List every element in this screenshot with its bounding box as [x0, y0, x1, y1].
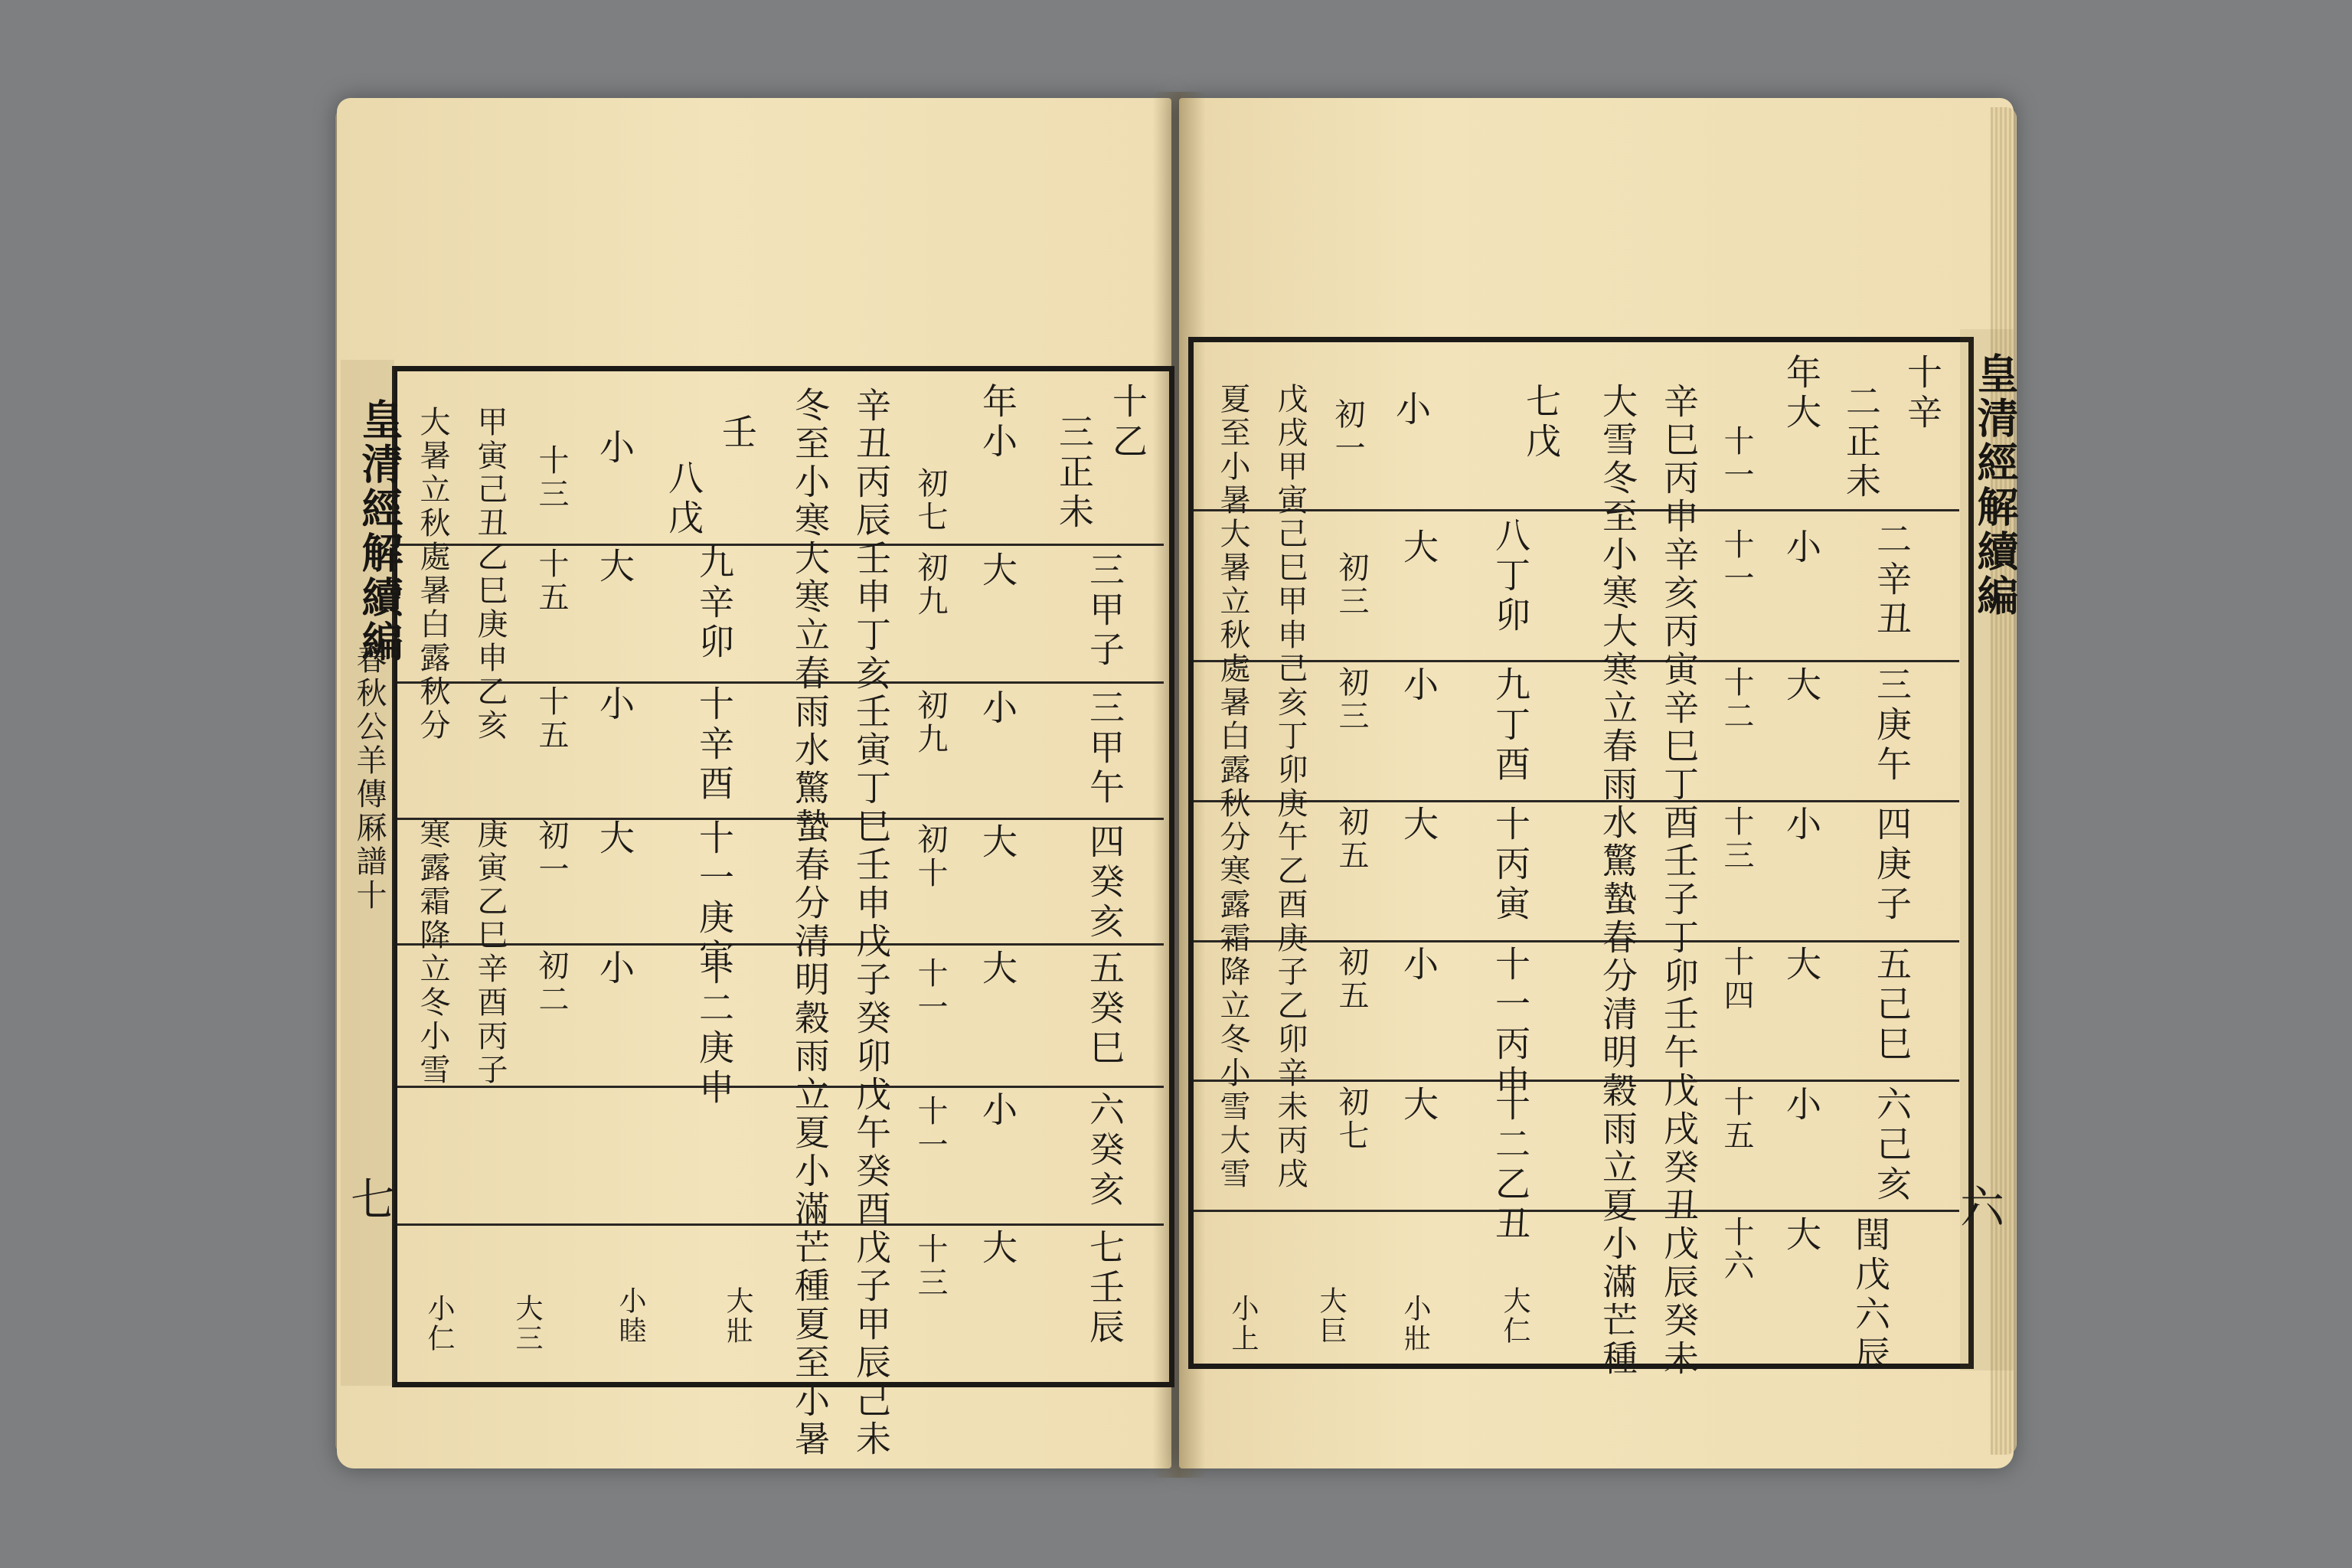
left-bottom-mark: 大壯 — [722, 1286, 753, 1346]
right-day-lower: 初七 — [1334, 1086, 1369, 1153]
right-size: 大 — [1781, 1216, 1822, 1256]
left-day: 初一 — [534, 819, 569, 887]
right-folio: 六 — [1960, 1181, 2005, 1233]
right-ganzhi: 戊戌甲寅己巳甲申己亥丁卯庚午乙酉庚子乙卯辛未丙戌 — [1272, 383, 1308, 1191]
right-month: 三庚午 — [1871, 666, 1913, 786]
left-col-size: 大 — [977, 823, 1018, 863]
right-month-lower: 十一丙申 — [1490, 946, 1531, 1105]
right-row-divider — [1194, 660, 1959, 662]
left-size: 小 — [594, 685, 635, 725]
left-margin-title: 皇清經解續編 — [355, 398, 404, 665]
left-month-row: 八戊 — [663, 459, 704, 539]
right-month: 五己巳 — [1871, 946, 1913, 1065]
right-day-lower: 初一 — [1330, 398, 1365, 466]
left-col-month: 七壬辰 — [1084, 1229, 1125, 1348]
right-row-divider — [1194, 940, 1959, 942]
right-col-header: 年大 — [1781, 354, 1822, 433]
right-month-lower: 八丁卯 — [1490, 517, 1531, 636]
right-month-lower: 十丙寅 — [1490, 805, 1531, 925]
right-day-lower: 初五 — [1334, 946, 1369, 1013]
right-month-lower: 十二乙丑 — [1490, 1086, 1531, 1245]
right-size-lower: 大 — [1398, 1086, 1439, 1125]
right-bottom-mark: 大巨 — [1315, 1286, 1347, 1346]
right-month-lower: 七戊 — [1521, 383, 1562, 462]
left-jieqi-sequence: 冬至小寒大寒立春雨水驚蟄春分清明穀雨立夏小滿芒種夏至小暑 — [789, 387, 831, 1459]
left-col-month: 三甲午 — [1084, 689, 1125, 808]
left-col-day: 初十 — [913, 823, 948, 890]
left-ganzhi-sequence: 辛丑丙辰壬申丁亥壬寅丁巳壬申戊子癸卯戊午癸酉戊子甲辰己未 — [851, 387, 892, 1459]
left-col-day: 十三 — [913, 1233, 948, 1300]
left-col-month: 四癸亥 — [1084, 823, 1125, 942]
left-row-divider — [397, 1223, 1164, 1226]
right-size: 大 — [1781, 666, 1822, 706]
right-day: 十六 — [1719, 1216, 1754, 1283]
left-month-row: 九辛卯 — [694, 544, 735, 663]
left-row-divider — [397, 818, 1164, 820]
right-day-lower: 初三 — [1334, 551, 1369, 619]
right-month: 四庚子 — [1871, 805, 1913, 925]
left-row-divider — [397, 943, 1164, 946]
left-size: 大 — [594, 547, 635, 587]
right-month-leap: 閏戊六辰 — [1850, 1216, 1891, 1375]
right-col-day: 十一 — [1719, 425, 1754, 492]
left-row-divider — [397, 544, 1164, 546]
left-bottom-mark: 小睦 — [615, 1286, 646, 1346]
right-size-lower: 小 — [1390, 390, 1432, 430]
left-col-day: 十一 — [913, 1095, 948, 1162]
right-size-lower: 大 — [1398, 805, 1439, 845]
right-day: 十四 — [1719, 946, 1754, 1013]
right-row-divider — [1194, 509, 1959, 511]
left-jieqi: 寒露霜降立冬小雪 — [415, 818, 450, 1087]
right-size: 小 — [1781, 528, 1822, 568]
right-bottom-mark: 小上 — [1227, 1294, 1259, 1354]
right-ganzhi-sequence: 辛巳丙申辛亥丙寅辛巳丁酉壬子丁卯壬午戊戌癸丑戊辰癸未 — [1658, 383, 1700, 1378]
left-col-day: 十一 — [913, 957, 948, 1024]
left-day: 十三 — [534, 444, 569, 511]
right-size-lower: 大 — [1398, 528, 1439, 568]
left-month-row: 十二庚申 — [694, 949, 735, 1109]
left-month-row: 十辛酉 — [694, 685, 735, 805]
right-month-lower: 九丁酉 — [1490, 666, 1531, 786]
left-day: 初二 — [534, 949, 569, 1017]
left-month-row: 壬 — [717, 413, 758, 453]
left-margin-section: 春秋公羊傳厤譜十 — [351, 643, 387, 913]
left-col-size: 大 — [977, 949, 1018, 989]
left-jieqi: 大暑立秋處暑白露秋分 — [415, 406, 450, 743]
left-size: 小 — [594, 429, 635, 469]
left-col-day: 初七 — [913, 467, 948, 534]
left-col-month: 三甲子 — [1084, 551, 1125, 671]
left-day: 十五 — [534, 547, 569, 615]
right-day: 十一 — [1719, 528, 1754, 596]
right-day-lower: 初三 — [1334, 666, 1369, 733]
left-col-header: 年小 — [977, 383, 1018, 462]
left-month-row: 十一庚寅 — [694, 819, 735, 978]
left-col-size: 小 — [977, 689, 1018, 729]
right-row-divider — [1194, 1210, 1959, 1212]
right-margin-title: 皇清經解續編 — [1971, 352, 2020, 619]
left-folio: 七 — [351, 1174, 396, 1226]
left-row-divider — [397, 681, 1164, 684]
left-row-divider — [397, 1086, 1164, 1088]
right-size-lower: 小 — [1398, 946, 1439, 985]
left-size: 大 — [594, 819, 635, 859]
left-bottom-mark: 小仁 — [423, 1294, 455, 1354]
left-day: 十五 — [534, 685, 569, 753]
left-col-size: 大 — [977, 551, 1018, 591]
left-col-header: 十乙 — [1107, 383, 1148, 462]
left-ganzhi: 甲寅己丑乙巳庚申乙亥 — [472, 406, 508, 743]
right-jieqi-sequence: 大雪冬至小寒大寒立春雨水驚蟄春分清明穀雨立夏小滿芒種 — [1597, 383, 1638, 1378]
left-size: 小 — [594, 949, 635, 989]
left-col-month: 五癸巳 — [1084, 949, 1125, 1069]
left-col-size: 大 — [977, 1229, 1018, 1269]
right-month: 二辛丑 — [1871, 521, 1913, 640]
right-day: 十三 — [1719, 805, 1754, 873]
right-size: 大 — [1781, 946, 1822, 985]
left-bottom-mark: 大三 — [511, 1294, 543, 1354]
right-month: 六己亥 — [1871, 1086, 1913, 1205]
right-day: 十五 — [1719, 1086, 1754, 1153]
right-bottom-mark: 大仁 — [1499, 1286, 1530, 1346]
right-jieqi: 夏至小暑大暑立秋處暑白露秋分寒露霜降立冬小雪大雪 — [1215, 383, 1250, 1191]
right-col-header: 十辛 — [1902, 354, 1943, 433]
left-col-header: 三正未 — [1054, 413, 1095, 533]
right-row-divider — [1194, 800, 1959, 802]
right-col-header: 二正未 — [1841, 383, 1882, 502]
right-bottom-mark: 小壯 — [1400, 1294, 1431, 1354]
left-col-month: 六癸亥 — [1084, 1091, 1125, 1210]
left-ganzhi: 庚寅乙巳辛酉丙子 — [472, 818, 508, 1087]
right-day: 十二 — [1719, 666, 1754, 733]
right-size: 小 — [1781, 805, 1822, 845]
left-col-size: 小 — [977, 1091, 1018, 1131]
right-row-divider — [1194, 1080, 1959, 1082]
right-day-lower: 初五 — [1334, 805, 1369, 873]
left-col-day: 初九 — [913, 551, 948, 619]
right-size: 小 — [1781, 1086, 1822, 1125]
left-col-day: 初九 — [913, 689, 948, 756]
right-size-lower: 小 — [1398, 666, 1439, 706]
